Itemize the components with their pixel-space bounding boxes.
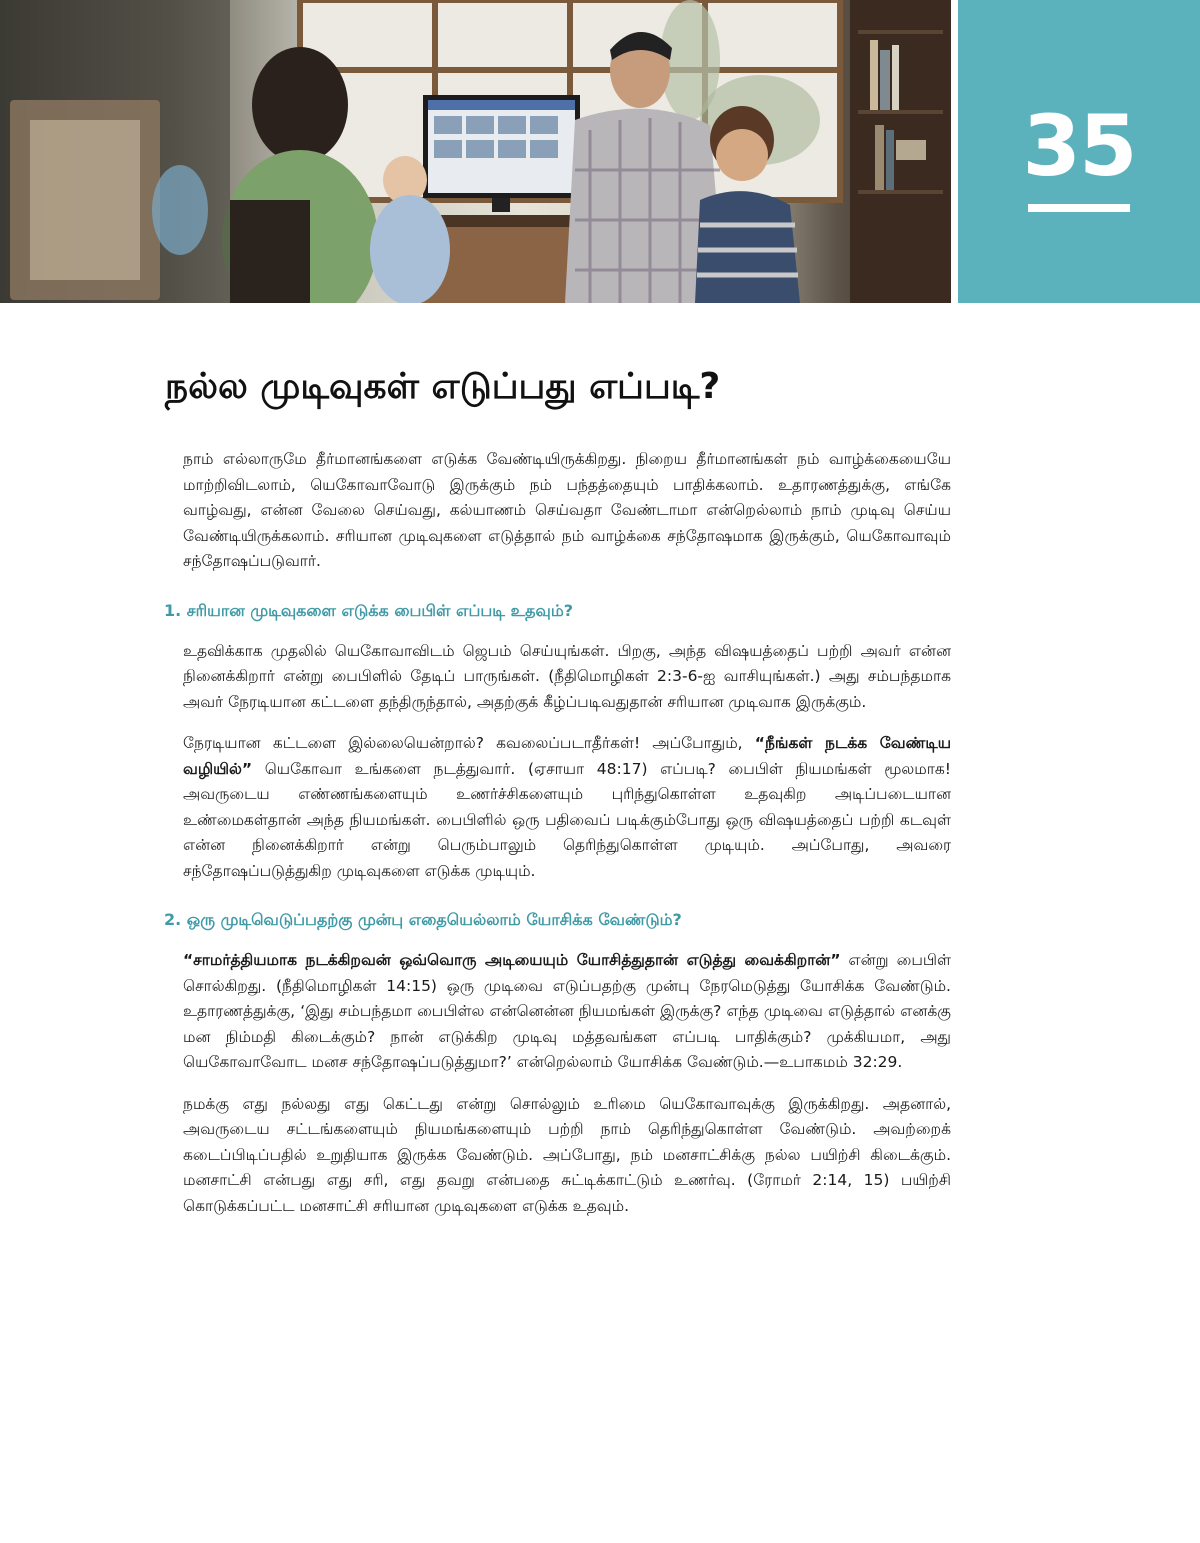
lesson-content xyxy=(164,447,951,1235)
scripture-quote: “சாமர்த்தியமாக நடக்கிறவன் ஒவ்வொரு அடியையும் யோசித்துதான் எடுத்து வைக்கிறான்” xyxy=(183,951,841,969)
header-photo xyxy=(0,0,951,303)
section-1-paragraph-2 xyxy=(183,731,951,884)
paragraph-text: நேரடியான கட்டளை இல்லையென்றால்? கவலைப்படாதீர்கள்! அப்போதும், xyxy=(183,734,755,752)
scripture-quote: “நீங்கள் நடக்க வேண்டிய வழியில்” xyxy=(183,734,951,778)
paragraph-text: என்று பைபிள் சொல்கிறது. (நீதிமொழிகள் 14:15) ஒரு முடிவை எடுப்பதற்கு முன்பு நேரமெடுத்து யோசிக்க வேண்டும். உதாரணத்துக்கு, ‘இது சம்பந்தமா பைபிள்ல என்னென்ன நியமங்கள் இருக்கு? எந்த முடிவை எடுத்தால் எனக்கு மன நிம்மதி கிடைக்கும்? நான் எடுக்கிற முடிவு மத்தவங்கள எப்படி பாதிக்கும்? முக்கியமா, அது யெகோவாவோட மனச சந்தோஷப்படுத்துமா?’ என்றெல்லாம் யோசிக்க வேண்டும்.—உபாகமம் 32:29. xyxy=(183,951,951,1071)
question-number: 1. xyxy=(164,600,182,620)
family-computer-illustration xyxy=(0,0,951,303)
paragraph-text: யெகோவா உங்களை நடத்துவார். (ஏசாயா 48:17) எப்படி? பைபிள் நியமங்கள் மூலமாக! அவருடைய எண்ணங்களையும் உணர்ச்சிகளையும் புரிந்துகொள்ள உதவுகிற அடிப்படையான உண்மைகள்தான் அந்த நியமங்கள். பைபிளில் ஒரு பதிவைப் படிக்கும்போது ஒரு விஷயத்தைப் பற்றி கடவுள் என்ன நினைக்கிறார் என்று பெரும்பாலும் தெரிந்துகொள்ள முடியும். அப்போது, அவரை சந்தோஷப்படுத்துகிற முடிவுகளை எடுக்க முடியும். xyxy=(183,759,951,880)
section-2-paragraph-1 xyxy=(183,948,951,1076)
question-text: ஒரு முடிவெடுப்பதற்கு முன்பு எதையெல்லாம் யோசிக்க வேண்டும்? xyxy=(186,910,682,929)
question-number: 2. xyxy=(164,910,182,929)
section-1-paragraph-1: உதவிக்காக முதலில் யெகோவாவிடம் ஜெபம் செய்யுங்கள். பிறகு, அந்த விஷயத்தைப் பற்றி அவர் என்ன நினைக்கிறார் என்று பைபிளில் தேடிப் பாருங்கள். (நீதிமொழிகள் 2:3-6-ஐ வாசியுங்கள்.) அது சம்பந்தமாக அவர் நேரடியான கட்டளை தந்திருந்தால், அதற்குக் கீழ்ப்படிவதுதான் சரியான முடிவாக இருக்கும். xyxy=(183,641,951,711)
lesson-number: 35 xyxy=(1022,97,1136,195)
intro-paragraph: நாம் எல்லாருமே தீர்மானங்களை எடுக்க வேண்டியிருக்கிறது. நிறைய தீர்மானங்கள் நம் வாழ்க்கையையே மாற்றிவிடலாம், யெகோவாவோடு இருக்கும் நம் பந்தத்தையும் பாதிக்கலாம். உதாரணத்துக்கு, எங்கே வாழ்வது, என்ன வேலை செய்வது, கல்யாணம் செய்வதா வேண்டாமா என்றெல்லாம் நாம் முடிவு செய்ய வேண்டியிருக்கலாம். சரியான முடிவுகளை எடுத்தால் நம் வாழ்க்கை சந்தோஷமாக இருக்கும், யெகோவாவும் சந்தோஷப்படுவார். xyxy=(183,450,951,570)
lesson-title: நல்ல முடிவுகள் எடுப்பது எப்படி? xyxy=(165,366,721,407)
question-heading-1 xyxy=(164,599,951,623)
lesson-number-underline xyxy=(1028,204,1130,212)
section-2-paragraph-2: நமக்கு எது நல்லது எது கெட்டது என்று சொல்லும் உரிமை யெகோவாவுக்கு இருக்கிறது. அதனால், அவருடைய சட்டங்களையும் நியமங்களையும் பற்றி நாம் தெரிந்துகொள்ள வேண்டும். அவற்றைக் கடைப்பிடிப்பதில் உறுதியாக இருக்க வேண்டும். அப்போது, நம் மனசாட்சிக்கு நல்ல பயிற்சி கிடைக்கும். மனசாட்சி என்பது எது சரி, எது தவறு என்பதை சுட்டிக்காட்டும் உணர்வு. (ரோமர் 2:14, 15) பயிற்சி கொடுக்கப்பட்ட மனசாட்சி சரியான முடிவுகளை எடுக்க உதவும். xyxy=(183,1094,951,1215)
question-text: சரியான முடிவுகளை எடுக்க பைபிள் எப்படி உதவும்? xyxy=(186,600,573,620)
question-heading-2 xyxy=(164,908,951,932)
lesson-number-box xyxy=(958,0,1200,303)
